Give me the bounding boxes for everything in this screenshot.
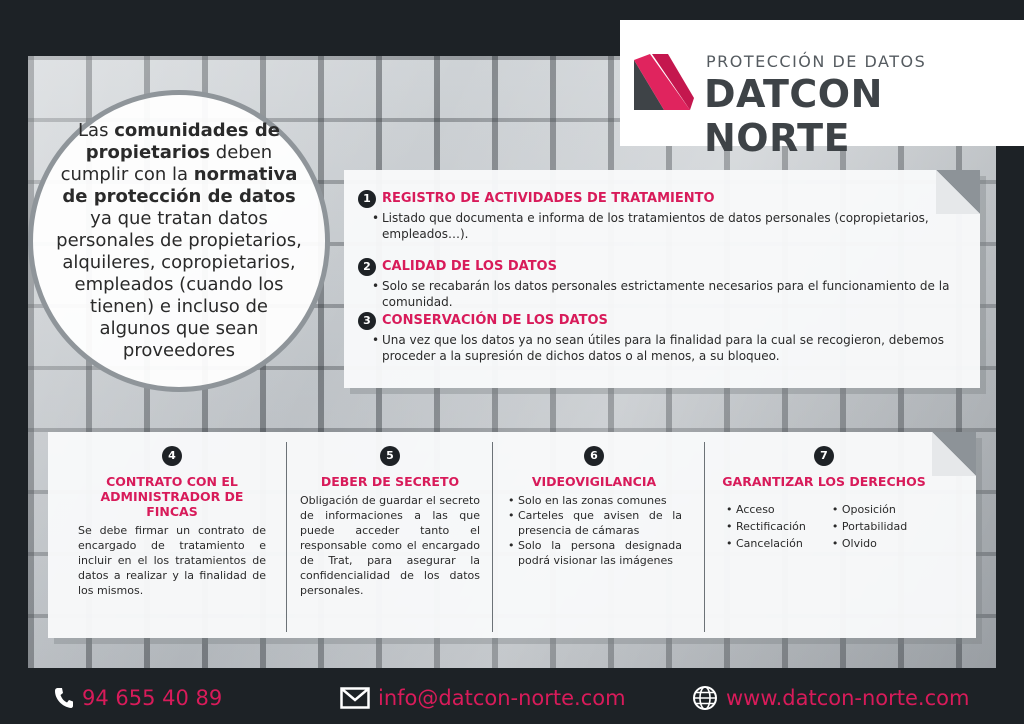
column-divider [704, 442, 705, 632]
list-item: • Carteles que avisen de la presencia de cámaras [506, 508, 682, 538]
section-bullet: • Solo se recabarán los datos personales estrictamente necesarios para el funcionamiento de la comunidad. [358, 278, 958, 310]
phone-number: 94 655 40 89 [82, 686, 223, 710]
mail-icon [340, 687, 370, 709]
top-card [344, 170, 980, 388]
column-divider [286, 442, 287, 632]
section-bullet: • Una vez que los datos ya no sean útiles para la finalidad para la cual se recogieron, debemos proceder a la supresión de dichos datos o al menos, a su bloqueo. [358, 332, 958, 364]
list-item: • Rectificación [724, 518, 806, 535]
email-contact[interactable] [340, 686, 626, 710]
column-videovigilancia [506, 446, 682, 624]
list-item: • Portabilidad [830, 518, 907, 535]
section-registro [358, 188, 958, 242]
logo-subtitle: PROTECCIÓN DE DATOS [706, 52, 927, 71]
column-divider [492, 442, 493, 632]
intro-text: Las comunidades de propietarios deben cumplir con la normativa de protección de datos ya que tratan datos personales de propietarios, alquileres, copropietarios, empleados (cuando los tienen) e incluso de algunos que sean proveedores [56, 120, 302, 361]
phone-icon [54, 687, 74, 709]
column-contrato [78, 446, 266, 624]
column-title: DEBER DE SECRETO [320, 474, 460, 489]
section-title: CONSERVACIÓN DE LOS DATOS [382, 313, 608, 328]
rights-lists [714, 501, 934, 552]
column-text: Se debe firmar un contrato de encargado de tratamiento e incluir en el los tratamientos de datos a realizar y la finalidad de los mismos. [78, 524, 266, 597]
column-list [506, 493, 682, 568]
column-number: 5 [380, 446, 400, 466]
phone-contact[interactable] [54, 686, 222, 710]
web-contact[interactable] [692, 685, 969, 711]
list-item: • Solo la persona designada podrá visionar las imágenes [506, 538, 682, 568]
footer [0, 672, 1024, 724]
rights-list-right [830, 501, 907, 552]
logo-box [620, 20, 1024, 160]
list-item: • Olvido [830, 535, 907, 552]
bottom-card [48, 432, 976, 638]
list-item: • Oposición [830, 501, 907, 518]
section-number: 3 [358, 312, 376, 330]
column-text: Obligación de guardar el secreto de informaciones a las que puede acceder tanto el responsable como el encargado de Trat, para asegurar la confidencialidad de los datos personales. [300, 494, 480, 597]
column-derechos [714, 446, 934, 624]
intro-circle [28, 90, 330, 392]
column-secreto [300, 446, 480, 624]
email-address: info@datcon-norte.com [378, 686, 626, 710]
column-number: 4 [162, 446, 182, 466]
section-title: CALIDAD DE LOS DATOS [382, 259, 557, 274]
column-title: VIDEOVIGILANCIA [531, 474, 657, 489]
section-number: 1 [358, 190, 376, 208]
section-calidad [358, 256, 958, 310]
website-url: www.datcon-norte.com [726, 686, 970, 710]
column-title: GARANTIZAR LOS DERECHOS [722, 474, 926, 489]
section-bullet: • Listado que documenta e informa de los tratamientos de datos personales (copropietarios, empleados…). [358, 210, 958, 242]
section-conservacion [358, 310, 958, 364]
logo-icon [634, 54, 694, 110]
globe-icon [692, 685, 718, 711]
list-item: • Solo en las zonas comunes [506, 493, 682, 508]
column-title: CONTRATO CON EL ADMINISTRADOR DE FINCAS [100, 474, 244, 519]
logo-name: DATCON NORTE [704, 72, 883, 160]
rights-list-left [724, 501, 806, 552]
section-title: REGISTRO DE ACTIVIDADES DE TRATAMIENTO [382, 191, 715, 206]
list-item: • Acceso [724, 501, 806, 518]
column-number: 6 [584, 446, 604, 466]
list-item: • Cancelación [724, 535, 806, 552]
section-number: 2 [358, 258, 376, 276]
column-number: 7 [814, 446, 834, 466]
